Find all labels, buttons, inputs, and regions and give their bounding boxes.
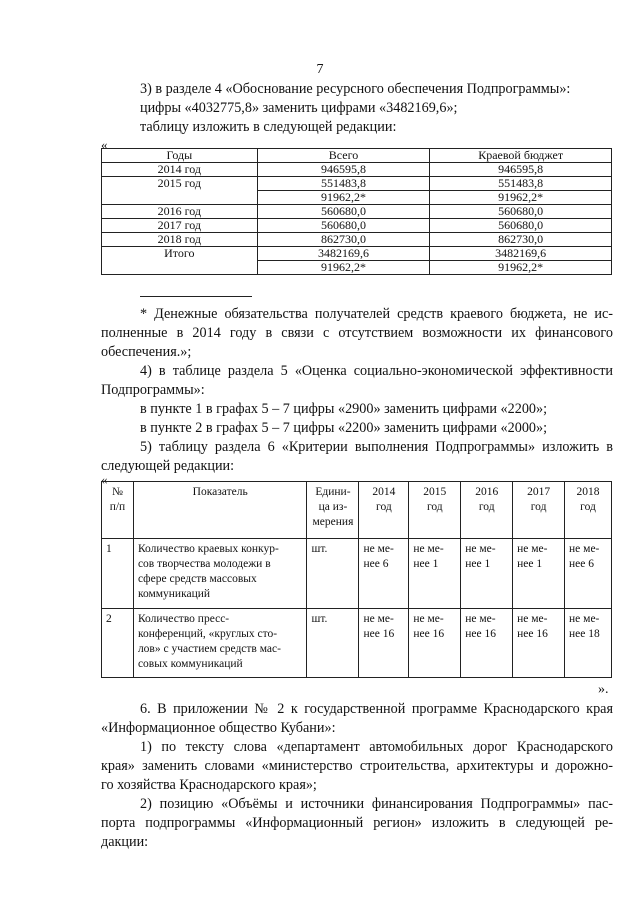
header-unit [307, 482, 359, 539]
p3-line3: таблицу изложить в следующей редакции: [140, 119, 397, 135]
total-cell: 946595,8 [257, 163, 430, 177]
header-total: Всего [257, 149, 430, 163]
budget-table [101, 148, 612, 275]
value-cell: не ме- нее 16 [359, 609, 409, 678]
p4-line3: в пункте 1 в графах 5 – 7 цифры «2900» заменить цифрами «2200»; [140, 401, 548, 417]
footnote-line2: полненные в 2014 году в связи с отсутствием возможности их финансового [101, 325, 613, 341]
value-cell: не ме- нее 1 [409, 539, 461, 609]
total-cell: 862730,0 [257, 233, 430, 247]
header-2016-text: 2016 год [475, 486, 499, 513]
header-2014-text: 2014 год [372, 486, 396, 513]
value-cell: не ме- нее 16 [513, 609, 565, 678]
year-cell: 2016 год [102, 205, 258, 219]
close-quote: ». [598, 682, 609, 697]
table-row [102, 177, 612, 191]
table-row [102, 247, 612, 261]
row-num: 2 [102, 609, 134, 678]
p6-line4: края» заменить словами «министерство строительства, архитектуры и дорожно- [101, 758, 613, 774]
year-cell: Итого [102, 247, 258, 275]
total-cell: 560680,0 [257, 219, 430, 233]
header-2015-text: 2015 год [423, 486, 447, 513]
regional-cell: 560680,0 [430, 205, 612, 219]
header-2018-text: 2018 год [576, 486, 600, 513]
p5-line2: следующей редакции: [101, 458, 235, 474]
table-row [102, 609, 612, 678]
header-unit-text: Едини- ца из- мерения [312, 486, 354, 528]
p6-line8: дакции: [101, 834, 149, 850]
total-cell: 560680,0 [257, 205, 430, 219]
value-cell: не ме- нее 1 [513, 539, 565, 609]
total-cell: 91962,2* [257, 261, 430, 275]
year-cell: 2017 год [102, 219, 258, 233]
open-quote-1: « [101, 137, 108, 152]
budget-table-header [102, 149, 612, 163]
indicator-cell: Количество краевых конкур- сов творчества молодежи в сфере средств массовых коммуникаций [133, 539, 307, 609]
value-cell: не ме- нее 16 [461, 609, 513, 678]
regional-cell: 91962,2* [430, 261, 612, 275]
value-cell: не ме- нее 1 [461, 539, 513, 609]
table-row [102, 205, 612, 219]
header-2017-text: 2017 год [527, 486, 551, 513]
regional-cell: 91962,2* [430, 191, 612, 205]
open-quote-2: « [101, 472, 108, 487]
header-num [102, 482, 134, 539]
p6-line3: 1) по тексту слова «департамент автомобильных дорог Краснодарского [140, 739, 613, 755]
regional-cell: 3482169,6 [430, 247, 612, 261]
total-cell: 551483,8 [257, 177, 430, 191]
indicator-cell: Количество пресс- конференций, «круглых сто- лов» с участием средств мас- совых коммуникаций [133, 609, 307, 678]
regional-cell: 551483,8 [430, 177, 612, 191]
value-cell: не ме- нее 18 [565, 609, 612, 678]
regional-cell: 862730,0 [430, 233, 612, 247]
p4-line4: в пункте 2 в графах 5 – 7 цифры «2200» заменить цифрами «2000»; [140, 420, 548, 436]
unit-cell: шт. [307, 609, 359, 678]
table-row [102, 163, 612, 177]
header-2017 [513, 482, 565, 539]
value-cell: не ме- нее 6 [359, 539, 409, 609]
p3-line2: цифры «4032775,8» заменить цифрами «3482169,6»; [140, 100, 458, 116]
header-2016 [461, 482, 513, 539]
year-cell: 2018 год [102, 233, 258, 247]
p4-line1: 4) в таблице раздела 5 «Оценка социально-экономической эффективности [140, 363, 613, 379]
total-cell: 91962,2* [257, 191, 430, 205]
p4-line2: Подпрограммы»: [101, 382, 205, 398]
footnote-separator [140, 296, 252, 297]
header-2014 [359, 482, 409, 539]
header-2018 [565, 482, 612, 539]
unit-cell: шт. [307, 539, 359, 609]
table-row [102, 539, 612, 609]
header-2015 [409, 482, 461, 539]
regional-cell: 560680,0 [430, 219, 612, 233]
criteria-table-header [102, 482, 612, 539]
header-years: Годы [102, 149, 258, 163]
header-indicator [133, 482, 307, 539]
p6-line6: 2) позицию «Объёмы и источники финансирования Подпрограммы» пас- [140, 796, 613, 812]
p6-line2: «Информационное общество Кубани»: [101, 720, 336, 736]
row-num: 1 [102, 539, 134, 609]
table-row [102, 219, 612, 233]
criteria-table [101, 481, 612, 678]
year-cell: 2014 год [102, 163, 258, 177]
value-cell: не ме- нее 6 [565, 539, 612, 609]
value-cell: не ме- нее 16 [409, 609, 461, 678]
p6-line1: 6. В приложении № 2 к государственной программе Краснодарского края [140, 701, 613, 717]
footnote-line1: * Денежные обязательства получателей средств краевого бюджета, не ис- [140, 306, 613, 322]
header-indicator-text: Показатель [192, 486, 248, 498]
p6-line5: го хозяйства Краснодарского края»; [101, 777, 317, 793]
p3-line1: 3) в разделе 4 «Обоснование ресурсного обеспечения Подпрограммы»: [140, 81, 571, 97]
regional-cell: 946595,8 [430, 163, 612, 177]
page-number: 7 [316, 62, 324, 77]
total-cell: 3482169,6 [257, 247, 430, 261]
footnote-line3: обеспечения.»; [101, 344, 192, 360]
header-regional: Краевой бюджет [430, 149, 612, 163]
year-cell: 2015 год [102, 177, 258, 205]
p5-line1: 5) таблицу раздела 6 «Критерии выполнения Подпрограммы» изложить в [140, 439, 613, 455]
table-row [102, 233, 612, 247]
header-num-text: № п/п [109, 486, 126, 513]
p6-line7: порта подпрограммы «Информационный регион» изложить в следующей ре- [101, 815, 613, 831]
